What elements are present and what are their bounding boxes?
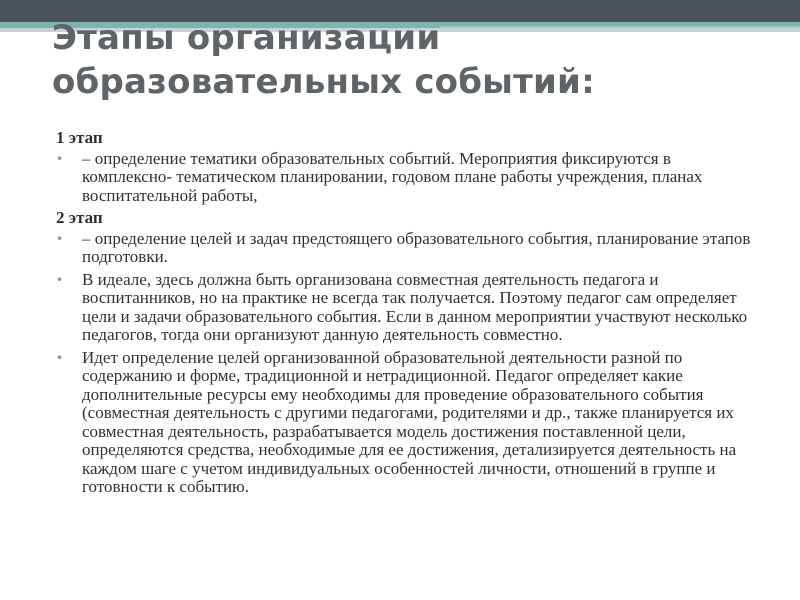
stage-2-bullet-2 (56, 271, 756, 345)
slide-title (52, 16, 752, 104)
bullet-marker: • (56, 151, 64, 166)
stage-1-heading: 1 этап (56, 128, 103, 147)
bullet-text: – определение целей и задач предстоящего образовательного события, планирование этапов подготовки. (82, 228, 751, 266)
bullet-marker: • (56, 272, 64, 287)
stage-2 (56, 209, 756, 497)
stage-2-heading: 2 этап (56, 208, 103, 227)
stage-2-bullet-1 (56, 230, 756, 267)
bullet-text: Идет определение целей организованной образовательной деятельности разной по содержанию и форме, традиционной и нетрадиционной. Педагог определяет какие дополнительные ресурсы ему необходимы для проведение образовательного события (совместная деятельность с другими педагогами, родителями и др., также планируется их совместная деятельность, разрабатывается модель достижения поставленной цели, определяются средства, необходимые для ее достижения, детализируется деятельность на каждом шаге с учетом индивидуальных особенностей личности, отношений в группе и готовности к событию. (82, 347, 737, 496)
stage-2-bullet-3 (56, 349, 756, 497)
title-line-1: Этапы организации (52, 18, 441, 58)
title-line-2: образовательных событий: (52, 62, 595, 102)
stage-1 (56, 129, 756, 205)
bullet-marker: • (56, 350, 64, 365)
bullet-text: – определение тематики образовательных событий. Мероприятия фиксируются в комплексно- тематическом планировании, годовом плане работы учреждения, планах воспитательной работы, (82, 148, 703, 205)
slide-content (56, 129, 756, 501)
stage-1-bullet-1 (56, 150, 756, 206)
bullet-text: В идеале, здесь должна быть организована совместная деятельность педагога и воспитанников, но на практике не всегда так получается. Поэтому педагог сам определяет цели и задачи образовательного события. Если в данном мероприятии участвуют несколько педагогов, тогда они организуют данную деятельность совместно. (82, 269, 748, 344)
bullet-marker: • (56, 231, 64, 246)
